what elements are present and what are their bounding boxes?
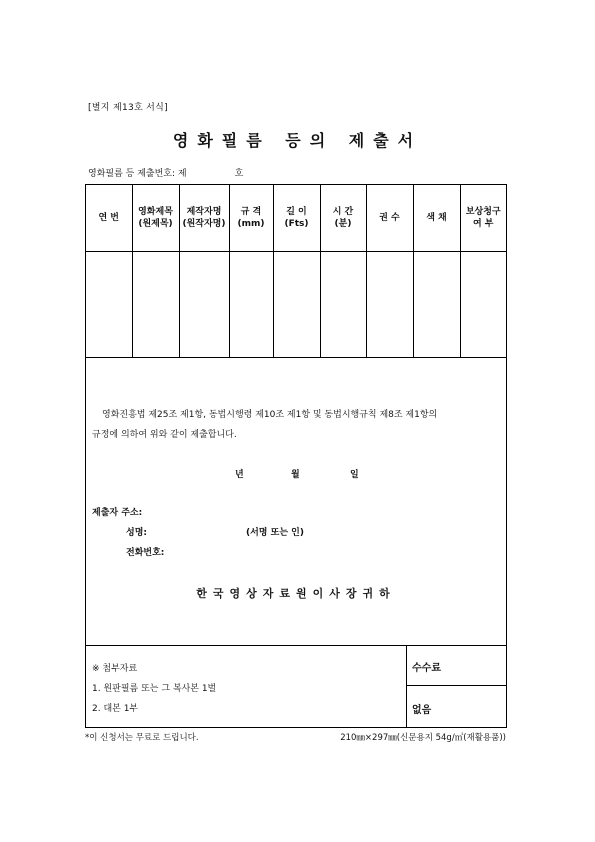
film-table xyxy=(86,185,506,358)
header-runtime-sub: (분) xyxy=(334,218,352,229)
date-year: 년 xyxy=(235,470,244,480)
attachment-item: 1. 원판필름 또는 그 복사본 1벌 xyxy=(92,684,217,694)
form-frame xyxy=(85,184,507,728)
submitter-name-label: 성명: xyxy=(126,528,147,538)
header-runtime-label: 시 간 xyxy=(332,206,354,217)
date-month: 월 xyxy=(291,470,300,480)
header-format xyxy=(229,185,273,251)
header-compensation-label: 보상청구 xyxy=(465,206,501,217)
fee-divider xyxy=(406,645,407,727)
header-producer-label: 제작자명 xyxy=(186,206,222,217)
attachment-item: 2. 대본 1부 xyxy=(92,704,139,714)
header-compensation-sub: 여 부 xyxy=(472,218,494,229)
header-reels-label: 권 수 xyxy=(379,212,400,223)
fee-label: 수수료 xyxy=(412,663,441,674)
header-serial-label: 연 번 xyxy=(98,212,120,223)
date-day: 일 xyxy=(350,470,359,480)
header-serial xyxy=(86,185,132,251)
submitter-address-label: 제출자 주소: xyxy=(92,508,143,518)
signature-note: (서명 또는 인) xyxy=(246,528,304,538)
statement-line-2: 규정에 의하여 위와 같이 제출합니다. xyxy=(92,430,237,440)
form-code: [별지 제13호 서식] xyxy=(88,103,168,113)
cell-color[interactable] xyxy=(413,251,460,357)
fee-value: 없음 xyxy=(412,705,432,716)
header-producer-sub: (원작자명) xyxy=(182,218,226,229)
submission-number-suffix: 호 xyxy=(234,169,244,179)
footer-paper-spec: 210㎜×297㎜(신문용지 54g/㎡(재활용품)) xyxy=(340,733,506,743)
header-length-sub: (Fts) xyxy=(284,218,309,229)
divider xyxy=(86,645,506,646)
header-compensation xyxy=(460,185,506,251)
statement xyxy=(92,405,500,445)
cell-reels[interactable] xyxy=(366,251,413,357)
header-title xyxy=(132,185,179,251)
attachments-title: ※ 첨부자료 xyxy=(92,664,138,674)
recipient: 한국영상자료원이사장귀하 xyxy=(196,587,396,600)
submission-number xyxy=(88,166,243,179)
header-title-label: 영화제목 xyxy=(138,206,173,217)
header-producer xyxy=(179,185,229,251)
header-reels xyxy=(366,185,413,251)
table-row xyxy=(86,251,506,357)
cell-serial[interactable] xyxy=(86,251,132,357)
header-length xyxy=(273,185,320,251)
submission-number-label: 영화필름 등 제출번호: 제 xyxy=(88,169,187,179)
header-length-label: 길 이 xyxy=(286,206,307,217)
fee-row-divider xyxy=(406,685,506,686)
cell-title[interactable] xyxy=(132,251,179,357)
cell-compensation[interactable] xyxy=(460,251,506,357)
header-runtime xyxy=(320,185,366,251)
header-color-label: 색 채 xyxy=(426,212,447,223)
footer-note: *이 신청서는 무료로 드립니다. xyxy=(85,733,199,743)
cell-format[interactable] xyxy=(229,251,273,357)
header-format-sub: (mm) xyxy=(237,218,265,229)
page-title: 영화필름 등의 제출서 xyxy=(172,131,423,150)
header-color xyxy=(413,185,460,251)
submitter-phone-label: 전화번호: xyxy=(126,548,165,558)
statement-line-1: 영화진흥법 제25조 제1항, 동법시행령 제10조 제1항 및 동법시행규칙 제8조 제1항의 xyxy=(102,410,438,420)
cell-runtime[interactable] xyxy=(320,251,366,357)
cell-producer[interactable] xyxy=(179,251,229,357)
header-title-sub: (원제목) xyxy=(138,218,173,229)
header-format-label: 규 격 xyxy=(240,206,262,217)
cell-length[interactable] xyxy=(273,251,320,357)
